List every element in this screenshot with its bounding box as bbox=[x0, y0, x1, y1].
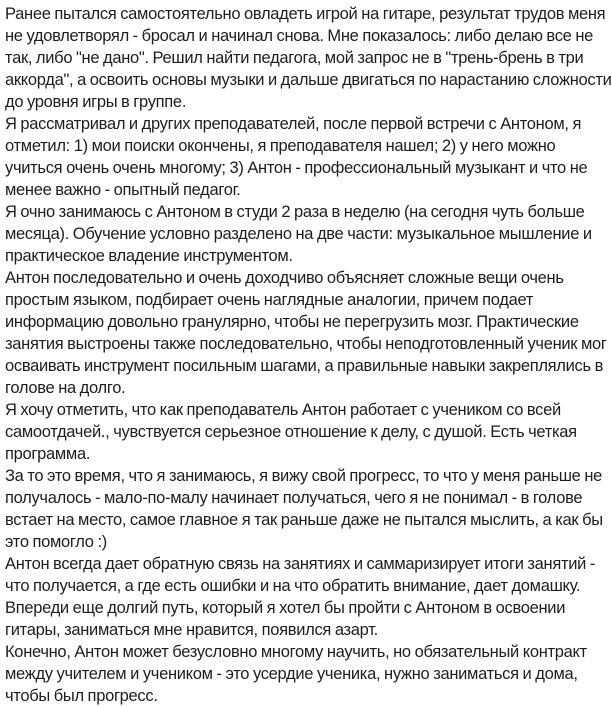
review-paragraph: За то это время, что я занимаюсь, я вижу свой прогресс, то что у меня раньше не получалось - мало-по-малу начинает получаться, чего я не понимал - в голове встает на место, самое главное я так раньше даже не пытался мыслить, а как бы это помогло :) bbox=[5, 467, 603, 551]
review-paragraph: Я рассматривал и других преподавателей, после первой встречи с Антоном, я отметил: 1) мои поиски окончены, я преподавателя нашел; 2) у него можно учиться очень очень многому; 3) Антон - профессиональный музыкант и что не менее важно - опытный педагог. bbox=[5, 115, 588, 199]
review-paragraph: Конечно, Антон может безусловно многому научить, но обязательный контракт между учителем и учеником - это усердие ученика, нужно заниматься и дома, чтобы был прогресс. bbox=[5, 643, 587, 705]
review-paragraph: Антон последовательно и очень доходчиво объясняет сложные вещи очень простым языком, подбирает очень наглядные аналогии, причем подает информацию довольно гранулярно, чтобы не перегрузить мозг. Практические занятия выстроены также последовательно, чтобы неподготовленный ученик мог осваивать инструмент посильным шагами, а правильные навыки закреплялись в голове на долго. bbox=[5, 269, 607, 397]
review-paragraph: Впереди еще долгий путь, который я хотел бы пройти с Антоном в освоении гитары, заниматься мне нравится, появился азарт. bbox=[5, 599, 566, 639]
review-paragraph: Я хочу отметить, что как преподаватель Антон работает с учеником со всей самоотдачей., чувствуется серьезное отношение к делу, с душой. Есть четкая программа. bbox=[5, 401, 577, 463]
review-paragraph: Я очно занимаюсь с Антоном в студи 2 раза в неделю (на сегодня чуть больше месяца). Обучение условно разделено на две части: музыкальное мышление и практическое владение инструментом. bbox=[5, 203, 592, 265]
review-paragraph: Ранее пытался самостоятельно овладеть игрой на гитаре, результат трудов меня не удовлетворял - бросал и начинал снова. Мне показалось: либо делаю все не так, либо "не дано". Решил найти педагога, мой запрос не в "трень-брень в три аккорда", а освоить основы музыки и дальше двигаться по нарастанию сложности до уровня игры в группе. bbox=[5, 5, 612, 111]
review-paragraph: Антон всегда дает обратную связь на занятиях и саммаризирует итоги занятий - что получается, а где есть ошибки и на что обратить внимание, дает домашку. bbox=[5, 555, 596, 595]
